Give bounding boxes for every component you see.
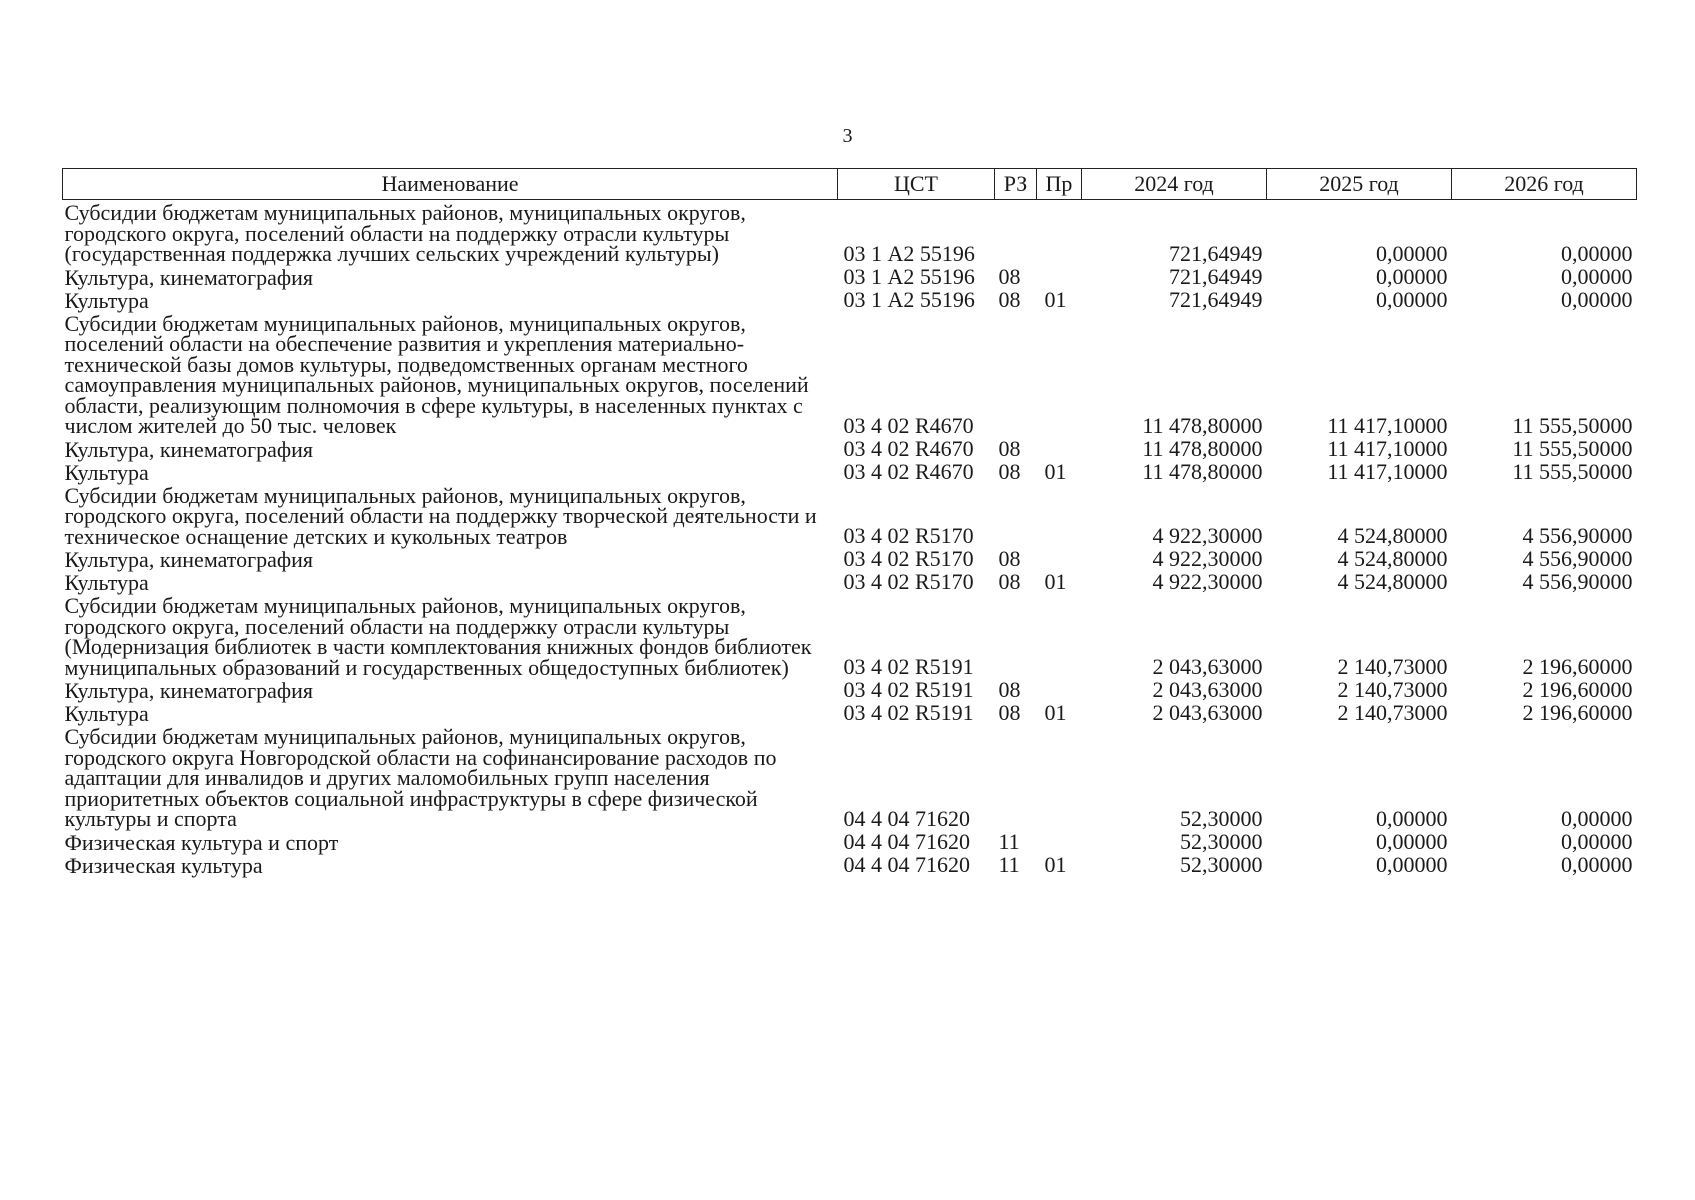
- cell-pr: [1037, 593, 1082, 678]
- cell-rz: 08: [998, 677, 1021, 702]
- cell-name: Культура, кинематография: [64, 264, 314, 290]
- budget-table: [62, 168, 1637, 876]
- cell-name: Культура: [64, 570, 149, 595]
- cell-y2024: 11 478,80000: [1142, 412, 1263, 438]
- cell-y2025: 11 417,10000: [1327, 458, 1448, 484]
- table-row: [63, 701, 1637, 724]
- header-name: Наименование: [63, 169, 838, 200]
- header-row: [63, 169, 1637, 200]
- cell-y2026: 2 196,60000: [1522, 677, 1633, 702]
- cell-y2025: 4 524,80000: [1337, 523, 1448, 548]
- table-row: [63, 460, 1637, 483]
- page-number: 3: [842, 125, 853, 147]
- cell-rz: [995, 311, 1037, 437]
- cell-cst: 03 1 А2 55196: [843, 263, 975, 289]
- cell-rz: 08: [998, 700, 1021, 725]
- table-row: [63, 830, 1637, 853]
- cell-pr: 01: [1044, 286, 1067, 312]
- cell-y2024: 4 922,30000: [1152, 523, 1263, 548]
- cell-pr: [1037, 830, 1082, 853]
- cell-y2024: 52,30000: [1180, 851, 1263, 877]
- cell-rz: 08: [998, 435, 1021, 461]
- cell-y2024: 2 043,63000: [1152, 677, 1263, 702]
- cell-pr: 01: [1044, 569, 1067, 594]
- cell-y2024: 721,64949: [1169, 240, 1263, 266]
- table-body: [63, 200, 1637, 876]
- cell-y2026: 0,00000: [1561, 240, 1633, 266]
- cell-cst: 03 4 02 R4670: [843, 458, 974, 484]
- cell-name: Культура, кинематография: [64, 678, 314, 703]
- cell-pr: [1037, 311, 1082, 437]
- cell-rz: 08: [998, 263, 1021, 289]
- cell-cst: 03 4 02 R5191: [843, 654, 974, 679]
- cell-name: Культура: [64, 459, 149, 485]
- cell-name: Физическая культура: [64, 852, 263, 878]
- header-2024: 2024 год: [1082, 169, 1267, 200]
- cell-cst: 03 4 02 R5170: [843, 523, 974, 548]
- cell-y2025: 2 140,73000: [1337, 654, 1448, 679]
- table-row: [63, 288, 1637, 311]
- cell-name: Культура: [64, 701, 149, 726]
- table-row: [63, 200, 1637, 265]
- cell-rz: [995, 483, 1037, 548]
- table-row: [63, 311, 1637, 437]
- cell-cst: 03 4 02 R4670: [843, 435, 974, 461]
- cell-y2024: 11 478,80000: [1142, 435, 1263, 461]
- cell-name: Культура, кинематография: [64, 436, 314, 462]
- cell-name: Субсидии бюджетам муниципальных районов, муниципальных округов, поселений области на обеспечение развития и укрепления материально-технической базы домов культуры, подведомственных органам местного самоуправления муниципальных районов, муниципальных округов, поселений области, реализующим полномочия в сфере культуры, в населенных пунктах с числом жителей до 50 тыс. человек: [64, 310, 809, 438]
- cell-y2026: 11 555,50000: [1512, 435, 1633, 461]
- cell-y2025: 0,00000: [1376, 263, 1448, 289]
- cell-rz: 08: [998, 546, 1021, 571]
- header-2026: 2026 год: [1452, 169, 1637, 200]
- cell-y2026: 0,00000: [1561, 286, 1633, 312]
- cell-name: Субсидии бюджетам муниципальных районов, муниципальных округов, городского округа Новгородской области на софинансирование расходов по адаптации для инвалидов и других маломобильных групп населения приоритетных объектов социальной инфраструктуры в сфере физической культуры и спорта: [64, 724, 777, 831]
- header-2025: 2025 год: [1267, 169, 1452, 200]
- cell-pr: [1037, 200, 1082, 265]
- cell-y2024: 52,30000: [1180, 805, 1263, 831]
- cell-y2026: 2 196,60000: [1522, 654, 1633, 679]
- cell-y2026: 11 555,50000: [1512, 458, 1633, 484]
- cell-y2025: 2 140,73000: [1337, 700, 1448, 725]
- table-row: [63, 265, 1637, 288]
- cell-rz: 08: [998, 569, 1021, 594]
- cell-y2026: 4 556,90000: [1522, 523, 1633, 548]
- cell-y2024: 52,30000: [1180, 828, 1263, 854]
- cell-cst: 03 4 02 R5191: [843, 700, 974, 725]
- cell-cst: 03 4 02 R5170: [843, 546, 974, 571]
- cell-cst: 03 4 02 R5170: [843, 569, 974, 594]
- cell-pr: [1037, 678, 1082, 701]
- cell-rz: 08: [998, 286, 1021, 312]
- cell-pr: 01: [1044, 458, 1067, 484]
- cell-cst: 04 4 04 71620: [843, 828, 970, 854]
- cell-pr: 01: [1044, 851, 1067, 877]
- cell-pr: [1037, 437, 1082, 460]
- cell-y2025: 4 524,80000: [1337, 546, 1448, 571]
- table-header: [63, 169, 1637, 200]
- cell-y2024: 2 043,63000: [1152, 654, 1263, 679]
- cell-pr: [1037, 265, 1082, 288]
- cell-rz: 08: [998, 458, 1021, 484]
- table-row: [63, 570, 1637, 593]
- cell-pr: [1037, 483, 1082, 548]
- cell-name: Субсидии бюджетам муниципальных районов, муниципальных округов, городского округа, поселений области на поддержку отрасли культуры (государственная поддержка лучших сельских учреждений культуры): [64, 200, 746, 266]
- cell-y2025: 0,00000: [1376, 851, 1448, 877]
- cell-cst: 03 1 А2 55196: [843, 286, 975, 312]
- cell-name: Физическая культура и спорт: [64, 829, 339, 855]
- cell-name: Субсидии бюджетам муниципальных районов, муниципальных округов, городского округа, поселений области на поддержку творческой деятельности и техническое оснащение детских и кукольных театров: [64, 482, 817, 549]
- cell-y2025: 11 417,10000: [1327, 435, 1448, 461]
- cell-y2025: 0,00000: [1376, 805, 1448, 831]
- cell-pr: 01: [1044, 700, 1067, 725]
- cell-y2026: 2 196,60000: [1522, 700, 1633, 725]
- cell-y2026: 0,00000: [1561, 851, 1633, 877]
- cell-y2026: 0,00000: [1561, 263, 1633, 289]
- table-row: [63, 593, 1637, 678]
- cell-cst: 04 4 04 71620: [843, 851, 970, 877]
- cell-y2025: 2 140,73000: [1337, 677, 1448, 702]
- table-row: [63, 724, 1637, 830]
- cell-cst: 04 4 04 71620: [843, 805, 970, 831]
- cell-rz: [995, 724, 1037, 830]
- cell-y2025: 0,00000: [1376, 828, 1448, 854]
- header-rz: РЗ: [995, 169, 1037, 200]
- cell-y2024: 11 478,80000: [1142, 458, 1263, 484]
- cell-y2025: 0,00000: [1376, 286, 1448, 312]
- table-row: [63, 547, 1637, 570]
- cell-y2026: 4 556,90000: [1522, 569, 1633, 594]
- cell-y2025: 0,00000: [1376, 240, 1448, 266]
- cell-y2026: 11 555,50000: [1512, 412, 1633, 438]
- cell-y2026: 4 556,90000: [1522, 546, 1633, 571]
- cell-rz: 11: [998, 828, 1020, 854]
- cell-pr: [1037, 547, 1082, 570]
- cell-cst: 03 1 А2 55196: [843, 240, 975, 266]
- table-row: [63, 853, 1637, 876]
- cell-cst: 03 4 02 R4670: [843, 412, 974, 438]
- table-row: [63, 678, 1637, 701]
- header-pr: Пр: [1037, 169, 1082, 200]
- cell-pr: [1037, 724, 1082, 830]
- cell-y2025: 11 417,10000: [1327, 412, 1448, 438]
- cell-y2025: 4 524,80000: [1337, 569, 1448, 594]
- cell-y2024: 721,64949: [1169, 286, 1263, 312]
- table-row: [63, 437, 1637, 460]
- cell-y2024: 2 043,63000: [1152, 700, 1263, 725]
- cell-y2026: 0,00000: [1561, 805, 1633, 831]
- cell-rz: [995, 200, 1037, 265]
- header-cst: ЦСТ: [838, 169, 995, 200]
- cell-name: Культура: [64, 287, 149, 313]
- cell-rz: 11: [998, 851, 1020, 877]
- cell-name: Субсидии бюджетам муниципальных районов, муниципальных округов, городского округа, поселений области на поддержку отрасли культуры (Модернизация библиотек в части комплектования книжных фондов библиотек муниципальных образований и государственных общедоступных библиотек): [64, 593, 812, 680]
- cell-cst: 03 4 02 R5191: [843, 677, 974, 702]
- cell-rz: [995, 593, 1037, 678]
- cell-y2024: 4 922,30000: [1152, 546, 1263, 571]
- cell-y2026: 0,00000: [1561, 828, 1633, 854]
- table-row: [63, 483, 1637, 548]
- cell-y2024: 4 922,30000: [1152, 569, 1263, 594]
- cell-name: Культура, кинематография: [64, 547, 314, 572]
- cell-y2024: 721,64949: [1169, 263, 1263, 289]
